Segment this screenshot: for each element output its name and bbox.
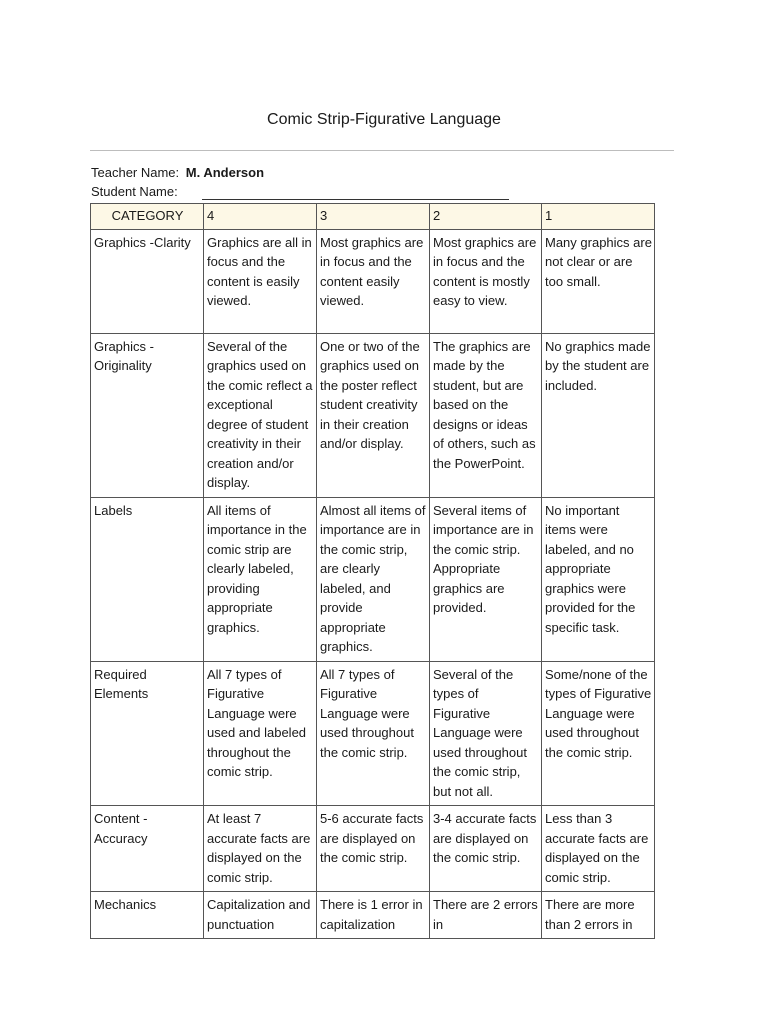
cell-score-1: Some/none of the types of Figurative Language were used throughout the comic strip. bbox=[542, 661, 655, 806]
header-row bbox=[91, 204, 655, 230]
teacher-name-value: M. Anderson bbox=[185, 165, 265, 180]
cell-score-2: The graphics are made by the student, but are based on the designs or ideas of others, such as the PowerPoint. bbox=[430, 333, 542, 497]
cell-score-3: All 7 types of Figurative Language were used throughout the comic strip. bbox=[317, 661, 430, 806]
row-category: Required Elements bbox=[91, 661, 204, 806]
row-category: Graphics - Originality bbox=[91, 333, 204, 497]
table-row bbox=[91, 661, 655, 806]
cell-score-1: Less than 3 accurate facts are displayed on the comic strip. bbox=[542, 806, 655, 892]
student-name-line bbox=[91, 183, 178, 201]
cell-score-1: Many graphics are not clear or are too small. bbox=[542, 229, 655, 333]
header-score-4: 4 bbox=[204, 204, 317, 230]
cell-score-3: One or two of the graphics used on the poster reflect student creativity in their creation and/or display. bbox=[317, 333, 430, 497]
cell-score-3: Almost all items of importance are in the comic strip, are clearly labeled, and provide appropriate graphics. bbox=[317, 497, 430, 661]
page-title: Comic Strip-Figurative Language bbox=[267, 111, 501, 128]
cell-score-4: Graphics are all in focus and the content is easily viewed. bbox=[204, 229, 317, 333]
cell-score-4: Capitalization and punctuation bbox=[204, 892, 317, 939]
header-category: CATEGORY bbox=[91, 204, 204, 230]
cell-score-2: Several items of importance are in the comic strip. Appropriate graphics are provided. bbox=[430, 497, 542, 661]
table-row bbox=[91, 497, 655, 661]
cell-score-1: No graphics made by the student are included. bbox=[542, 333, 655, 497]
cell-score-1: No important items were labeled, and no appropriate graphics were provided for the specific task. bbox=[542, 497, 655, 661]
cell-score-2: Most graphics are in focus and the content is mostly easy to view. bbox=[430, 229, 542, 333]
row-category: Labels bbox=[91, 497, 204, 661]
teacher-name-line bbox=[91, 164, 264, 182]
table-row bbox=[91, 892, 655, 939]
cell-score-2: Several of the types of Figurative Language were used throughout the comic strip, but not all. bbox=[430, 661, 542, 806]
table-row bbox=[91, 333, 655, 497]
cell-score-4: At least 7 accurate facts are displayed on the comic strip. bbox=[204, 806, 317, 892]
title-divider bbox=[90, 150, 674, 151]
cell-score-4: All 7 types of Figurative Language were used and labeled throughout the comic strip. bbox=[204, 661, 317, 806]
student-name-label: Student Name: bbox=[91, 184, 178, 199]
cell-score-3: 5-6 accurate facts are displayed on the comic strip. bbox=[317, 806, 430, 892]
cell-score-4: All items of importance in the comic strip are clearly labeled, providing appropriate graphics. bbox=[204, 497, 317, 661]
table-row bbox=[91, 806, 655, 892]
cell-score-2: There are 2 errors in bbox=[430, 892, 542, 939]
student-name-blank bbox=[202, 199, 509, 200]
cell-score-1: There are more than 2 errors in bbox=[542, 892, 655, 939]
row-category: Mechanics bbox=[91, 892, 204, 939]
rubric-table bbox=[90, 203, 655, 939]
cell-score-4: Several of the graphics used on the comic reflect a exceptional degree of student creativity in their creation and/or display. bbox=[204, 333, 317, 497]
cell-score-3: There is 1 error in capitalization bbox=[317, 892, 430, 939]
header-score-3: 3 bbox=[317, 204, 430, 230]
cell-score-3: Most graphics are in focus and the content easily viewed. bbox=[317, 229, 430, 333]
teacher-name-label: Teacher Name: bbox=[91, 165, 180, 180]
row-category: Content - Accuracy bbox=[91, 806, 204, 892]
row-category: Graphics -Clarity bbox=[91, 229, 204, 333]
header-score-2: 2 bbox=[430, 204, 542, 230]
header-score-1: 1 bbox=[542, 204, 655, 230]
table-row bbox=[91, 229, 655, 333]
cell-score-2: 3-4 accurate facts are displayed on the comic strip. bbox=[430, 806, 542, 892]
